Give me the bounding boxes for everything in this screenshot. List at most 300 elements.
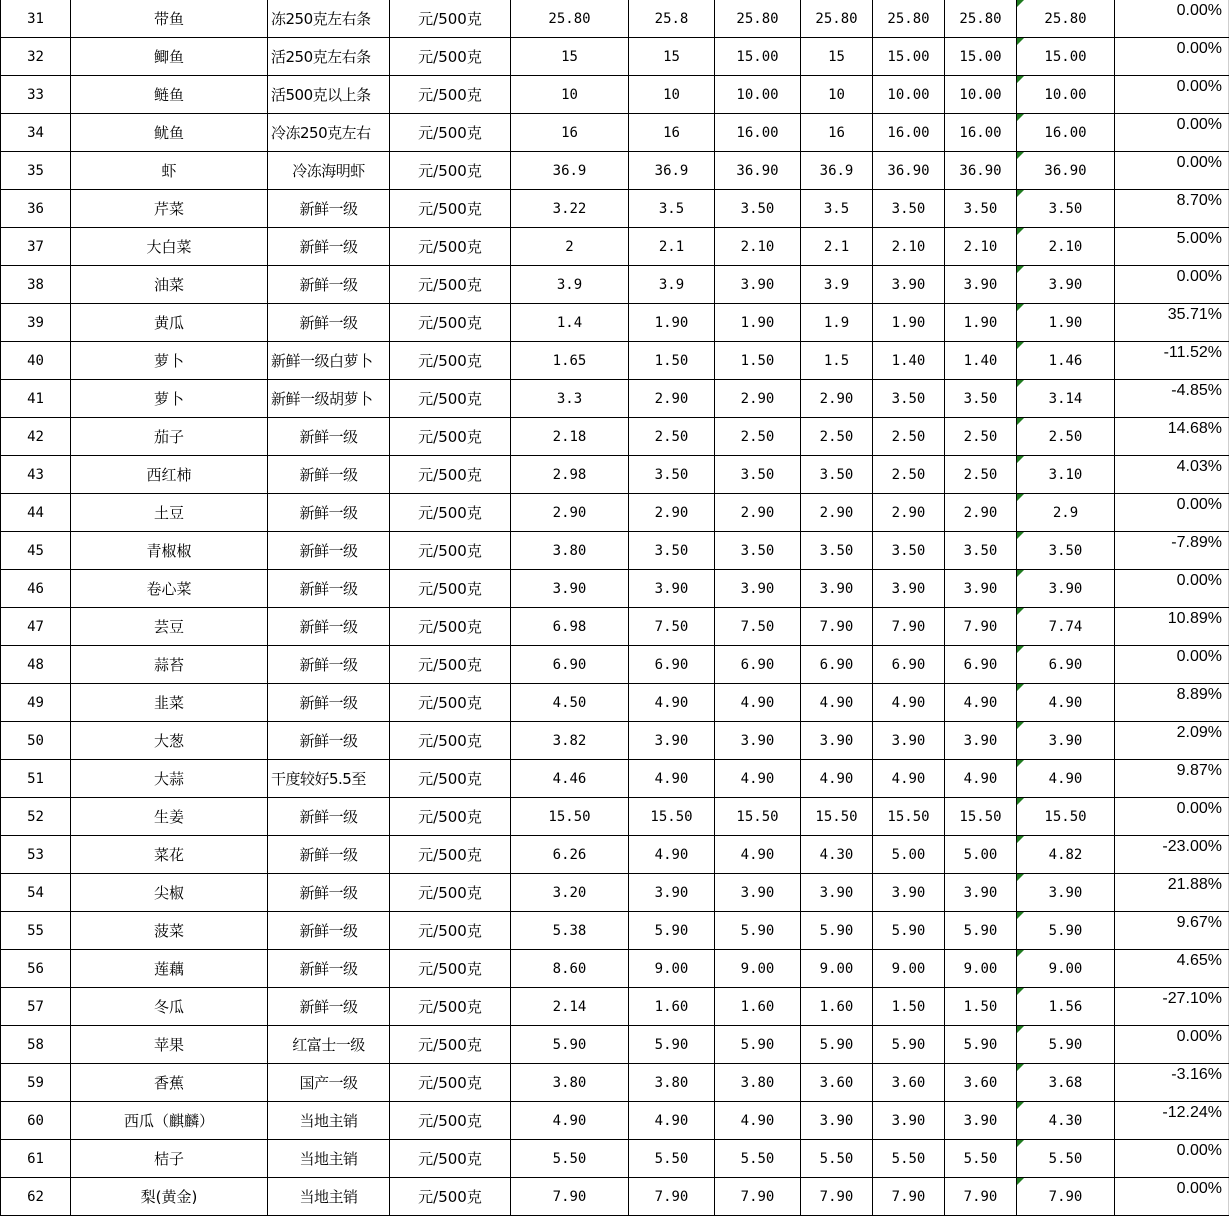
price-cell-2[interactable]: 7.90 [629, 1178, 715, 1216]
price-cell-1[interactable]: 4.46 [511, 760, 629, 798]
product-name-cell[interactable]: 萝卜 [71, 342, 268, 380]
price-cell-5[interactable]: 3.90 [873, 874, 945, 912]
price-cell-1[interactable]: 6.26 [511, 836, 629, 874]
price-cell-1[interactable]: 5.38 [511, 912, 629, 950]
price-cell-5[interactable]: 2.90 [873, 494, 945, 532]
price-cell-6[interactable]: 1.40 [945, 342, 1017, 380]
change-percent-cell[interactable]: 9.67% [1115, 912, 1229, 950]
price-cell-4[interactable]: 3.50 [801, 456, 873, 494]
unit-cell[interactable]: 元/500克 [390, 342, 511, 380]
price-cell-2[interactable]: 7.50 [629, 608, 715, 646]
price-cell-4[interactable]: 3.90 [801, 570, 873, 608]
price-cell-3[interactable]: 4.90 [715, 836, 801, 874]
price-cell-4[interactable]: 9.00 [801, 950, 873, 988]
spec-cell[interactable]: 当地主销 [268, 1140, 390, 1178]
price-cell-6[interactable]: 6.90 [945, 646, 1017, 684]
row-number-cell[interactable]: 36 [1, 190, 71, 228]
change-percent-cell[interactable]: 21.88% [1115, 874, 1229, 912]
unit-cell[interactable]: 元/500克 [390, 760, 511, 798]
price-cell-2[interactable]: 3.50 [629, 456, 715, 494]
price-cell-6[interactable]: 15.50 [945, 798, 1017, 836]
change-percent-cell[interactable]: 0.00% [1115, 1178, 1229, 1216]
change-percent-cell[interactable]: -12.24% [1115, 1102, 1229, 1140]
product-name-cell[interactable]: 莲藕 [71, 950, 268, 988]
spec-cell[interactable]: 新鲜一级 [268, 570, 390, 608]
price-cell-5[interactable]: 15.00 [873, 38, 945, 76]
spec-cell[interactable]: 国产一级 [268, 1064, 390, 1102]
price-cell-6[interactable]: 15.00 [945, 38, 1017, 76]
price-cell-3[interactable]: 1.60 [715, 988, 801, 1026]
price-cell-2[interactable]: 5.90 [629, 912, 715, 950]
row-number-cell[interactable]: 32 [1, 38, 71, 76]
price-cell-2[interactable]: 36.9 [629, 152, 715, 190]
price-cell-6[interactable]: 25.80 [945, 0, 1017, 38]
average-price-cell[interactable]: 9.00 [1017, 950, 1115, 988]
price-cell-6[interactable]: 4.90 [945, 684, 1017, 722]
spec-cell[interactable]: 新鲜一级 [268, 190, 390, 228]
change-percent-cell[interactable]: 35.71% [1115, 304, 1229, 342]
row-number-cell[interactable]: 44 [1, 494, 71, 532]
change-percent-cell[interactable]: 0.00% [1115, 114, 1229, 152]
product-name-cell[interactable]: 菜花 [71, 836, 268, 874]
average-price-cell[interactable]: 4.30 [1017, 1102, 1115, 1140]
price-cell-1[interactable]: 15.50 [511, 798, 629, 836]
unit-cell[interactable]: 元/500克 [390, 988, 511, 1026]
price-cell-1[interactable]: 3.82 [511, 722, 629, 760]
price-cell-1[interactable]: 36.9 [511, 152, 629, 190]
price-cell-3[interactable]: 2.90 [715, 494, 801, 532]
price-cell-4[interactable]: 10 [801, 76, 873, 114]
price-cell-4[interactable]: 15.50 [801, 798, 873, 836]
product-name-cell[interactable]: 油菜 [71, 266, 268, 304]
price-cell-1[interactable]: 3.22 [511, 190, 629, 228]
price-cell-2[interactable]: 25.8 [629, 0, 715, 38]
row-number-cell[interactable]: 42 [1, 418, 71, 456]
spec-cell[interactable]: 冻250克左右条 [268, 0, 390, 38]
price-cell-5[interactable]: 3.90 [873, 722, 945, 760]
unit-cell[interactable]: 元/500克 [390, 1140, 511, 1178]
price-cell-4[interactable]: 16 [801, 114, 873, 152]
price-cell-1[interactable]: 4.50 [511, 684, 629, 722]
product-name-cell[interactable]: 西瓜（麒麟） [71, 1102, 268, 1140]
price-cell-5[interactable]: 3.90 [873, 266, 945, 304]
price-cell-6[interactable]: 2.90 [945, 494, 1017, 532]
average-price-cell[interactable]: 1.56 [1017, 988, 1115, 1026]
price-cell-6[interactable]: 3.50 [945, 532, 1017, 570]
price-cell-4[interactable]: 3.50 [801, 532, 873, 570]
spec-cell[interactable]: 红富士一级 [268, 1026, 390, 1064]
spec-cell[interactable]: 新鲜一级 [268, 950, 390, 988]
price-cell-3[interactable]: 10.00 [715, 76, 801, 114]
price-cell-1[interactable]: 15 [511, 38, 629, 76]
price-cell-1[interactable]: 7.90 [511, 1178, 629, 1216]
price-cell-6[interactable]: 5.90 [945, 912, 1017, 950]
unit-cell[interactable]: 元/500克 [390, 266, 511, 304]
row-number-cell[interactable]: 57 [1, 988, 71, 1026]
price-cell-5[interactable]: 1.50 [873, 988, 945, 1026]
price-cell-1[interactable]: 3.80 [511, 532, 629, 570]
change-percent-cell[interactable]: 0.00% [1115, 152, 1229, 190]
price-cell-5[interactable]: 25.80 [873, 0, 945, 38]
price-cell-1[interactable]: 1.65 [511, 342, 629, 380]
change-percent-cell[interactable]: 0.00% [1115, 266, 1229, 304]
spec-cell[interactable]: 当地主销 [268, 1178, 390, 1216]
average-price-cell[interactable]: 25.80 [1017, 0, 1115, 38]
row-number-cell[interactable]: 47 [1, 608, 71, 646]
row-number-cell[interactable]: 56 [1, 950, 71, 988]
product-name-cell[interactable]: 生姜 [71, 798, 268, 836]
average-price-cell[interactable]: 1.90 [1017, 304, 1115, 342]
product-name-cell[interactable]: 萝卜 [71, 380, 268, 418]
price-cell-2[interactable]: 2.1 [629, 228, 715, 266]
price-cell-5[interactable]: 5.50 [873, 1140, 945, 1178]
price-cell-6[interactable]: 3.90 [945, 722, 1017, 760]
spec-cell[interactable]: 新鲜一级 [268, 722, 390, 760]
change-percent-cell[interactable]: 9.87% [1115, 760, 1229, 798]
price-cell-4[interactable]: 4.90 [801, 760, 873, 798]
price-cell-1[interactable]: 1.4 [511, 304, 629, 342]
price-cell-6[interactable]: 2.50 [945, 418, 1017, 456]
average-price-cell[interactable]: 4.82 [1017, 836, 1115, 874]
price-cell-2[interactable]: 3.90 [629, 722, 715, 760]
unit-cell[interactable]: 元/500克 [390, 1102, 511, 1140]
change-percent-cell[interactable]: 4.03% [1115, 456, 1229, 494]
unit-cell[interactable]: 元/500克 [390, 0, 511, 38]
price-cell-3[interactable]: 3.50 [715, 532, 801, 570]
product-name-cell[interactable]: 鲢鱼 [71, 76, 268, 114]
product-name-cell[interactable]: 菠菜 [71, 912, 268, 950]
price-cell-3[interactable]: 7.50 [715, 608, 801, 646]
price-cell-4[interactable]: 25.80 [801, 0, 873, 38]
row-number-cell[interactable]: 35 [1, 152, 71, 190]
change-percent-cell[interactable]: 5.00% [1115, 228, 1229, 266]
price-cell-4[interactable]: 2.50 [801, 418, 873, 456]
price-cell-3[interactable]: 25.80 [715, 0, 801, 38]
price-cell-6[interactable]: 5.50 [945, 1140, 1017, 1178]
price-cell-6[interactable]: 3.50 [945, 190, 1017, 228]
price-cell-3[interactable]: 16.00 [715, 114, 801, 152]
price-cell-6[interactable]: 2.50 [945, 456, 1017, 494]
average-price-cell[interactable]: 6.90 [1017, 646, 1115, 684]
spec-cell[interactable]: 新鲜一级 [268, 988, 390, 1026]
price-cell-1[interactable]: 3.20 [511, 874, 629, 912]
product-name-cell[interactable]: 尖椒 [71, 874, 268, 912]
price-cell-2[interactable]: 1.50 [629, 342, 715, 380]
change-percent-cell[interactable]: 0.00% [1115, 570, 1229, 608]
price-cell-3[interactable]: 3.90 [715, 874, 801, 912]
price-cell-2[interactable]: 4.90 [629, 1102, 715, 1140]
average-price-cell[interactable]: 16.00 [1017, 114, 1115, 152]
price-cell-5[interactable]: 16.00 [873, 114, 945, 152]
price-cell-1[interactable]: 2 [511, 228, 629, 266]
price-cell-4[interactable]: 1.60 [801, 988, 873, 1026]
spec-cell[interactable]: 新鲜一级 [268, 304, 390, 342]
price-cell-1[interactable]: 3.3 [511, 380, 629, 418]
price-cell-1[interactable]: 6.98 [511, 608, 629, 646]
unit-cell[interactable]: 元/500克 [390, 76, 511, 114]
unit-cell[interactable]: 元/500克 [390, 950, 511, 988]
price-cell-4[interactable]: 3.90 [801, 1102, 873, 1140]
price-cell-1[interactable]: 3.80 [511, 1064, 629, 1102]
row-number-cell[interactable]: 60 [1, 1102, 71, 1140]
average-price-cell[interactable]: 2.10 [1017, 228, 1115, 266]
price-cell-4[interactable]: 15 [801, 38, 873, 76]
price-cell-6[interactable]: 16.00 [945, 114, 1017, 152]
price-cell-2[interactable]: 10 [629, 76, 715, 114]
product-name-cell[interactable]: 苹果 [71, 1026, 268, 1064]
change-percent-cell[interactable]: -3.16% [1115, 1064, 1229, 1102]
unit-cell[interactable]: 元/500克 [390, 228, 511, 266]
product-name-cell[interactable]: 香蕉 [71, 1064, 268, 1102]
unit-cell[interactable]: 元/500克 [390, 1178, 511, 1216]
price-cell-2[interactable]: 4.90 [629, 684, 715, 722]
price-cell-1[interactable]: 5.90 [511, 1026, 629, 1064]
average-price-cell[interactable]: 2.50 [1017, 418, 1115, 456]
price-cell-2[interactable]: 1.90 [629, 304, 715, 342]
spec-cell[interactable]: 新鲜一级胡萝卜 [268, 380, 390, 418]
price-cell-2[interactable]: 1.60 [629, 988, 715, 1026]
price-cell-3[interactable]: 2.50 [715, 418, 801, 456]
price-cell-5[interactable]: 2.50 [873, 418, 945, 456]
price-cell-6[interactable]: 4.90 [945, 760, 1017, 798]
price-cell-4[interactable]: 4.30 [801, 836, 873, 874]
row-number-cell[interactable]: 39 [1, 304, 71, 342]
price-cell-3[interactable]: 5.90 [715, 1026, 801, 1064]
row-number-cell[interactable]: 34 [1, 114, 71, 152]
unit-cell[interactable]: 元/500克 [390, 912, 511, 950]
price-cell-3[interactable]: 3.90 [715, 266, 801, 304]
change-percent-cell[interactable]: -23.00% [1115, 836, 1229, 874]
average-price-cell[interactable]: 36.90 [1017, 152, 1115, 190]
price-cell-3[interactable]: 4.90 [715, 1102, 801, 1140]
product-name-cell[interactable]: 大白菜 [71, 228, 268, 266]
price-cell-2[interactable]: 3.90 [629, 570, 715, 608]
spec-cell[interactable]: 新鲜一级 [268, 494, 390, 532]
price-cell-3[interactable]: 15.00 [715, 38, 801, 76]
product-name-cell[interactable]: 韭菜 [71, 684, 268, 722]
row-number-cell[interactable]: 62 [1, 1178, 71, 1216]
price-cell-5[interactable]: 36.90 [873, 152, 945, 190]
row-number-cell[interactable]: 58 [1, 1026, 71, 1064]
change-percent-cell[interactable]: 4.65% [1115, 950, 1229, 988]
price-cell-6[interactable]: 3.50 [945, 380, 1017, 418]
price-cell-5[interactable]: 5.90 [873, 1026, 945, 1064]
price-cell-5[interactable]: 3.50 [873, 380, 945, 418]
product-name-cell[interactable]: 土豆 [71, 494, 268, 532]
price-cell-2[interactable]: 3.50 [629, 532, 715, 570]
price-cell-5[interactable]: 3.90 [873, 1102, 945, 1140]
price-cell-5[interactable]: 5.90 [873, 912, 945, 950]
unit-cell[interactable]: 元/500克 [390, 152, 511, 190]
product-name-cell[interactable]: 冬瓜 [71, 988, 268, 1026]
price-cell-5[interactable]: 3.90 [873, 570, 945, 608]
price-cell-6[interactable]: 1.50 [945, 988, 1017, 1026]
price-cell-3[interactable]: 3.90 [715, 722, 801, 760]
price-cell-1[interactable]: 2.18 [511, 418, 629, 456]
price-cell-2[interactable]: 5.50 [629, 1140, 715, 1178]
average-price-cell[interactable]: 7.90 [1017, 1178, 1115, 1216]
product-name-cell[interactable]: 黄瓜 [71, 304, 268, 342]
unit-cell[interactable]: 元/500克 [390, 114, 511, 152]
spec-cell[interactable]: 新鲜一级 [268, 874, 390, 912]
unit-cell[interactable]: 元/500克 [390, 570, 511, 608]
price-cell-5[interactable]: 4.90 [873, 684, 945, 722]
product-name-cell[interactable]: 西红柿 [71, 456, 268, 494]
price-cell-3[interactable]: 36.90 [715, 152, 801, 190]
spec-cell[interactable]: 新鲜一级 [268, 646, 390, 684]
product-name-cell[interactable]: 卷心菜 [71, 570, 268, 608]
price-cell-5[interactable]: 1.40 [873, 342, 945, 380]
product-name-cell[interactable]: 梨(黄金) [71, 1178, 268, 1216]
price-cell-4[interactable]: 7.90 [801, 1178, 873, 1216]
spec-cell[interactable]: 新鲜一级 [268, 418, 390, 456]
price-cell-2[interactable]: 4.90 [629, 760, 715, 798]
price-cell-6[interactable]: 3.90 [945, 1102, 1017, 1140]
change-percent-cell[interactable]: 0.00% [1115, 494, 1229, 532]
unit-cell[interactable]: 元/500克 [390, 190, 511, 228]
price-cell-1[interactable]: 2.90 [511, 494, 629, 532]
unit-cell[interactable]: 元/500克 [390, 722, 511, 760]
unit-cell[interactable]: 元/500克 [390, 38, 511, 76]
change-percent-cell[interactable]: 0.00% [1115, 0, 1229, 38]
unit-cell[interactable]: 元/500克 [390, 304, 511, 342]
price-cell-6[interactable]: 9.00 [945, 950, 1017, 988]
change-percent-cell[interactable]: 8.70% [1115, 190, 1229, 228]
price-cell-5[interactable]: 1.90 [873, 304, 945, 342]
average-price-cell[interactable]: 3.90 [1017, 570, 1115, 608]
spec-cell[interactable]: 当地主销 [268, 1102, 390, 1140]
price-cell-1[interactable]: 3.9 [511, 266, 629, 304]
unit-cell[interactable]: 元/500克 [390, 418, 511, 456]
average-price-cell[interactable]: 3.10 [1017, 456, 1115, 494]
price-cell-6[interactable]: 7.90 [945, 608, 1017, 646]
price-cell-1[interactable]: 2.14 [511, 988, 629, 1026]
price-cell-4[interactable]: 1.5 [801, 342, 873, 380]
row-number-cell[interactable]: 46 [1, 570, 71, 608]
unit-cell[interactable]: 元/500克 [390, 646, 511, 684]
product-name-cell[interactable]: 大葱 [71, 722, 268, 760]
price-cell-3[interactable]: 7.90 [715, 1178, 801, 1216]
price-cell-4[interactable]: 5.90 [801, 1026, 873, 1064]
price-cell-1[interactable]: 6.90 [511, 646, 629, 684]
price-cell-5[interactable]: 5.00 [873, 836, 945, 874]
price-cell-3[interactable]: 3.80 [715, 1064, 801, 1102]
price-cell-4[interactable]: 4.90 [801, 684, 873, 722]
price-cell-6[interactable]: 3.60 [945, 1064, 1017, 1102]
product-name-cell[interactable]: 茄子 [71, 418, 268, 456]
price-cell-4[interactable]: 7.90 [801, 608, 873, 646]
average-price-cell[interactable]: 15.50 [1017, 798, 1115, 836]
change-percent-cell[interactable]: -11.52% [1115, 342, 1229, 380]
average-price-cell[interactable]: 5.50 [1017, 1140, 1115, 1178]
product-name-cell[interactable]: 芹菜 [71, 190, 268, 228]
price-cell-3[interactable]: 5.90 [715, 912, 801, 950]
average-price-cell[interactable]: 1.46 [1017, 342, 1115, 380]
change-percent-cell[interactable]: 10.89% [1115, 608, 1229, 646]
spec-cell[interactable]: 新鲜一级 [268, 798, 390, 836]
price-cell-2[interactable]: 9.00 [629, 950, 715, 988]
row-number-cell[interactable]: 40 [1, 342, 71, 380]
unit-cell[interactable]: 元/500克 [390, 380, 511, 418]
row-number-cell[interactable]: 54 [1, 874, 71, 912]
change-percent-cell[interactable]: 0.00% [1115, 1140, 1229, 1178]
average-price-cell[interactable]: 7.74 [1017, 608, 1115, 646]
unit-cell[interactable]: 元/500克 [390, 1064, 511, 1102]
price-cell-1[interactable]: 3.90 [511, 570, 629, 608]
price-cell-5[interactable]: 4.90 [873, 760, 945, 798]
price-cell-6[interactable]: 7.90 [945, 1178, 1017, 1216]
price-cell-6[interactable]: 5.90 [945, 1026, 1017, 1064]
change-percent-cell[interactable]: 0.00% [1115, 76, 1229, 114]
change-percent-cell[interactable]: 0.00% [1115, 798, 1229, 836]
price-cell-1[interactable]: 4.90 [511, 1102, 629, 1140]
price-cell-1[interactable]: 16 [511, 114, 629, 152]
unit-cell[interactable]: 元/500克 [390, 494, 511, 532]
price-cell-4[interactable]: 3.90 [801, 874, 873, 912]
change-percent-cell[interactable]: 0.00% [1115, 646, 1229, 684]
average-price-cell[interactable]: 5.90 [1017, 1026, 1115, 1064]
unit-cell[interactable]: 元/500克 [390, 874, 511, 912]
price-cell-6[interactable]: 3.90 [945, 266, 1017, 304]
price-cell-5[interactable]: 3.50 [873, 532, 945, 570]
change-percent-cell[interactable]: 0.00% [1115, 38, 1229, 76]
price-cell-5[interactable]: 15.50 [873, 798, 945, 836]
change-percent-cell[interactable]: -27.10% [1115, 988, 1229, 1026]
price-cell-5[interactable]: 9.00 [873, 950, 945, 988]
spec-cell[interactable]: 新鲜一级 [268, 266, 390, 304]
change-percent-cell[interactable]: 8.89% [1115, 684, 1229, 722]
price-cell-4[interactable]: 2.90 [801, 380, 873, 418]
product-name-cell[interactable]: 鲫鱼 [71, 38, 268, 76]
price-cell-5[interactable]: 2.10 [873, 228, 945, 266]
product-name-cell[interactable]: 大蒜 [71, 760, 268, 798]
average-price-cell[interactable]: 3.90 [1017, 266, 1115, 304]
price-cell-3[interactable]: 5.50 [715, 1140, 801, 1178]
row-number-cell[interactable]: 48 [1, 646, 71, 684]
spec-cell[interactable]: 新鲜一级 [268, 456, 390, 494]
spec-cell[interactable]: 新鲜一级 [268, 532, 390, 570]
average-price-cell[interactable]: 3.50 [1017, 190, 1115, 228]
spec-cell[interactable]: 冷冻海明虾 [268, 152, 390, 190]
row-number-cell[interactable]: 31 [1, 0, 71, 38]
price-cell-2[interactable]: 15 [629, 38, 715, 76]
price-cell-1[interactable]: 5.50 [511, 1140, 629, 1178]
price-cell-3[interactable]: 2.10 [715, 228, 801, 266]
row-number-cell[interactable]: 37 [1, 228, 71, 266]
average-price-cell[interactable]: 5.90 [1017, 912, 1115, 950]
average-price-cell[interactable]: 4.90 [1017, 760, 1115, 798]
average-price-cell[interactable]: 2.9 [1017, 494, 1115, 532]
price-cell-5[interactable]: 7.90 [873, 608, 945, 646]
price-cell-4[interactable]: 1.9 [801, 304, 873, 342]
spec-cell[interactable]: 新鲜一级 [268, 912, 390, 950]
price-cell-5[interactable]: 6.90 [873, 646, 945, 684]
price-cell-2[interactable]: 5.90 [629, 1026, 715, 1064]
price-cell-4[interactable]: 3.90 [801, 722, 873, 760]
unit-cell[interactable]: 元/500克 [390, 608, 511, 646]
price-cell-3[interactable]: 1.90 [715, 304, 801, 342]
price-cell-1[interactable]: 8.60 [511, 950, 629, 988]
spec-cell[interactable]: 新鲜一级 [268, 836, 390, 874]
row-number-cell[interactable]: 59 [1, 1064, 71, 1102]
change-percent-cell[interactable]: -4.85% [1115, 380, 1229, 418]
price-cell-2[interactable]: 3.80 [629, 1064, 715, 1102]
product-name-cell[interactable]: 桔子 [71, 1140, 268, 1178]
price-cell-1[interactable]: 2.98 [511, 456, 629, 494]
row-number-cell[interactable]: 33 [1, 76, 71, 114]
price-cell-2[interactable]: 16 [629, 114, 715, 152]
product-name-cell[interactable]: 芸豆 [71, 608, 268, 646]
